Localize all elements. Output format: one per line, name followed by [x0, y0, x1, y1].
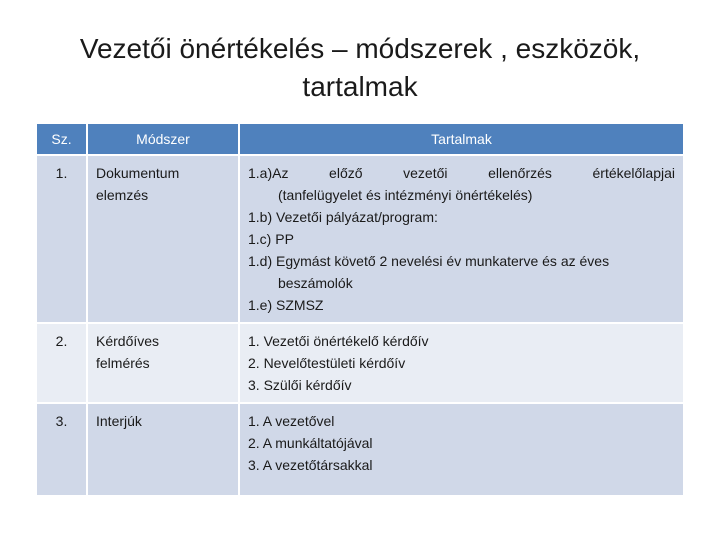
methods-table	[37, 124, 683, 495]
content-line: beszámolók	[278, 275, 353, 291]
header-method: Módszer	[87, 124, 239, 155]
content-line: 1.e) SZMSZ	[248, 297, 324, 313]
slide-title	[0, 30, 720, 106]
row-number: 3.	[37, 403, 87, 495]
row-method	[87, 155, 239, 323]
row-content	[239, 403, 683, 495]
row-number: 1.	[37, 155, 87, 323]
table-header-row	[37, 124, 683, 155]
table-row	[37, 403, 683, 495]
row-method	[87, 403, 239, 495]
content-line: 1.c) PP	[248, 231, 294, 247]
table-row	[37, 323, 683, 403]
slide-title-line-1: Vezetői önértékelés – módszerek , eszközök,	[79, 33, 641, 64]
content-line: 2. A munkáltatójával	[248, 435, 373, 451]
row-content	[239, 323, 683, 403]
table-row	[37, 155, 683, 323]
content-line: 3. A vezetőtársakkal	[248, 457, 373, 473]
method-line: Interjúk	[96, 413, 142, 429]
content-line: 1.b) Vezetői pályázat/program:	[248, 209, 438, 225]
header-number: Sz.	[37, 124, 87, 155]
slide-title-line-2: tartalmak	[302, 71, 418, 102]
method-line: elemzés	[96, 187, 149, 203]
content-line: 1.d) Egymást követő 2 nevelési év munkaterve és az éves	[248, 253, 610, 269]
content-line: 1. A vezetővel	[248, 413, 335, 429]
content-line: 1. Vezetői önértékelő kérdőív	[248, 333, 429, 349]
content-line: 3. Szülői kérdőív	[248, 377, 352, 393]
method-line: Kérdőíves	[96, 333, 160, 349]
row-content	[239, 155, 683, 323]
method-line: felmérés	[96, 355, 150, 371]
header-content: Tartalmak	[239, 124, 683, 155]
row-number: 2.	[37, 323, 87, 403]
content-line: 2. Nevelőtestületi kérdőív	[248, 355, 406, 371]
row-method	[87, 323, 239, 403]
content-line: (tanfelügyelet és intézményi önértékelés)	[278, 187, 533, 203]
content-line: 1.a)Az előző vezetői ellenőrzés értékelőlapjai	[248, 165, 675, 181]
method-line: Dokumentum	[96, 165, 180, 181]
